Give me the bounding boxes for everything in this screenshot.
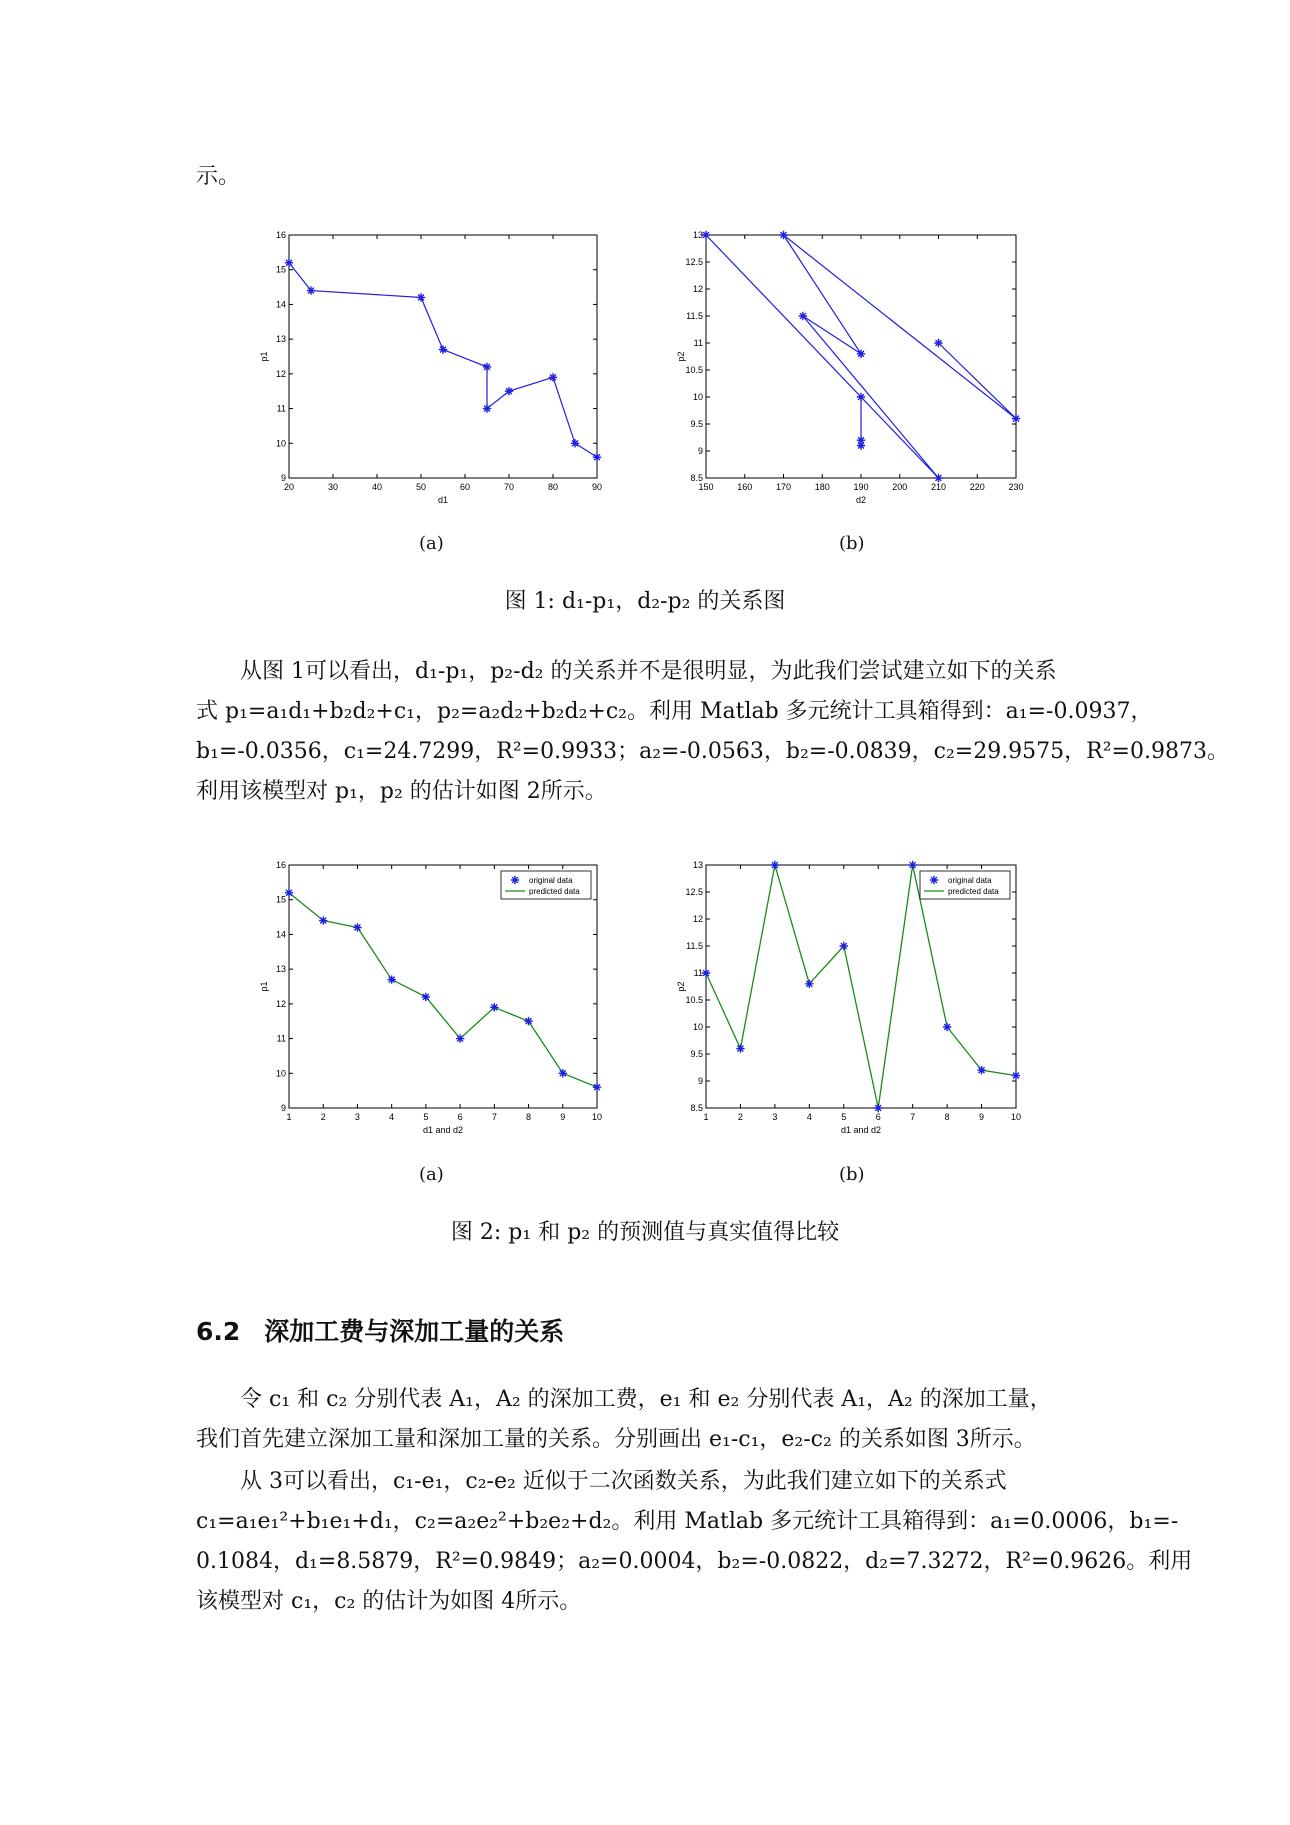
y-axis-label: p2 [676,351,686,362]
paragraph-2-line: 我们首先建立深加工量和深加工量的关系。分别画出 e₁-c₁，e₂-c₂ 的关系如图 3所示。 [196,1427,1036,1452]
y-tick-label: 8.5 [690,1103,703,1113]
data-point [593,453,601,461]
x-tick-label: 90 [591,482,603,492]
x-tick-label: 20 [283,482,295,492]
y-tick-label: 16 [275,860,286,870]
y-tick-label: 11.5 [686,941,703,951]
y-tick-label: 10.5 [685,365,703,375]
x-tick-label: 40 [371,482,383,492]
y-tick-label: 9 [697,1076,703,1086]
y-tick-label: 14 [275,929,286,940]
figure2-sub-a-label: (a) [419,1164,444,1185]
y-tick-label: 9 [697,446,703,456]
paragraph-1-line: 从图 1可以看出，d₁-p₁，p₂-d₂ 的关系并不是很明显，为此我们尝试建立如下的关系 [240,659,1057,684]
y-tick-label: 9.5 [690,1049,703,1059]
x-tick-label: 1 [703,1112,709,1122]
x-tick-label: 10 [1010,1112,1022,1122]
x-tick-label: 200 [892,482,908,492]
x-tick-label: 210 [930,482,947,492]
data-point-original [874,1104,882,1112]
y-tick-label: 14 [275,299,286,310]
x-tick-label: 160 [737,482,753,492]
y-tick-label: 12.5 [685,257,703,267]
y-tick-label: 10 [275,438,286,449]
x-tick-label: 230 [1008,482,1024,492]
x-tick-label: 5 [423,1112,429,1122]
y-tick-label: 11 [693,968,703,978]
figure1-sub-a-label: (a) [419,533,444,554]
section-number: 6.2 [196,1317,241,1346]
data-point-original [771,861,779,869]
legend-label: predicted data [529,887,580,896]
x-tick-label: 180 [814,482,830,492]
plot-frame [289,865,597,1108]
y-tick-label: 12 [692,914,703,924]
x-tick-label: 3 [772,1112,778,1122]
x-tick-label: 6 [875,1112,881,1122]
y-tick-label: 12 [275,998,286,1009]
x-tick-label: 8 [944,1112,950,1122]
data-point [307,286,315,294]
paragraph-1 [196,652,1229,812]
y-tick-label: 13 [275,334,286,345]
y-tick-label: 11 [276,403,286,414]
y-tick-label: 12 [692,284,703,294]
data-point [857,441,865,449]
x-tick-label: 5 [841,1112,847,1122]
figure1-sub-b-label: (b) [839,533,865,554]
x-tick-label: 70 [503,482,515,492]
x-tick-label: 4 [806,1112,812,1122]
y-tick-label: 15 [275,264,286,275]
paragraph-2-line: 令 c₁ 和 c₂ 分别代表 A₁，A₂ 的深加工费，e₁ 和 e₂ 分别代表 A₁，A₂ 的深加工量， [240,1387,1052,1412]
paragraph-1-line: 利用该模型对 p₁，p₂ 的估计如图 2所示。 [196,779,607,804]
y-tick-label: 9 [280,1103,286,1113]
paragraph-3-line: c₁=a₁e₁²+b₁e₁+d₁，c₂=a₂e₂²+b₂e₂+d₂。利用 Matlab 多元统计工具箱得到：a₁=0.0006，b₁=- [196,1509,1179,1534]
data-point [934,339,942,347]
paragraph-1-line: 式 p₁=a₁d₁+b₂d₂+c₁，p₂=a₂d₂+b₂d₂+c₂。利用 Matlab 多元统计工具箱得到：a₁=-0.0937， [196,699,1153,724]
x-axis-label: d1 [437,495,449,505]
x-tick-label: 7 [910,1112,916,1122]
y-tick-label: 10 [692,392,703,402]
data-point [439,345,447,353]
y-tick-label: 15 [275,894,286,905]
y-tick-label: 11.5 [686,311,703,321]
figure1-chart-a [250,225,610,525]
y-tick-label: 13 [692,860,703,870]
y-tick-label: 11 [276,1033,286,1044]
section-heading [196,1312,564,1348]
x-tick-label: 2 [737,1112,743,1122]
y-tick-label: 10 [275,1068,286,1079]
x-tick-label: 150 [698,482,714,492]
data-point [934,474,942,482]
x-axis-label: d1 and d2 [422,1125,464,1135]
legend-label: original data [529,876,573,885]
y-tick-label: 10 [692,1022,703,1032]
data-point [857,393,865,401]
y-tick-label: 9.5 [690,419,703,429]
legend-label: original data [948,876,992,885]
paragraph-2 [196,1380,1096,1460]
y-tick-label: 12 [275,368,286,379]
data-point-original [422,993,430,1001]
y-tick-label: 16 [275,230,286,240]
x-axis-label: d2 [855,495,867,505]
data-point-original [387,975,395,983]
x-tick-label: 60 [459,482,471,492]
y-tick-label: 13 [692,230,703,240]
y-tick-label: 10.5 [685,995,703,1005]
data-point-original [353,923,361,931]
section-title: 深加工费与深加工量的关系 [264,1317,565,1346]
x-tick-label: 9 [979,1112,985,1122]
x-tick-label: 50 [415,482,427,492]
data-point [483,363,491,371]
figure1-chart-b [670,225,1050,525]
x-tick-label: 1 [286,1112,292,1122]
y-axis-label: p1 [259,351,269,362]
y-tick-label: 13 [275,964,286,975]
data-point [483,404,491,412]
plot-frame [289,235,597,478]
data-point-original [490,1003,498,1011]
x-tick-label: 9 [560,1112,566,1122]
legend-label: predicted data [948,887,999,896]
paragraph-3-line: 该模型对 c₁，c₂ 的估计为如图 4所示。 [196,1589,582,1614]
data-point [549,373,557,381]
x-tick-label: 3 [354,1112,360,1122]
y-axis-label: p1 [259,981,269,992]
figure2-caption: 图 2: p₁ 和 p₂ 的预测值与真实值得比较 [450,1220,840,1245]
y-tick-label: 12.5 [685,887,703,897]
figure1-caption: 图 1: d₁-p₁，d₂-p₂ 的关系图 [504,589,786,614]
x-tick-label: 170 [775,482,792,492]
intro-tail-text: 示。 [196,164,241,189]
data-point [799,312,807,320]
x-tick-label: 4 [389,1112,395,1122]
paragraph-3-line: 0.1084，d₁=8.5879，R²=0.9849；a₂=0.0004，b₂=-0.0822，d₂=7.3272，R²=0.9626。利用 [196,1549,1193,1574]
data-point [285,259,293,267]
figure2-chart-a [250,855,610,1155]
data-point [1012,414,1020,422]
x-tick-label: 220 [969,482,985,492]
paragraph-3-line: 从 3可以看出，c₁-e₁，c₂-e₂ 近似于二次函数关系，为此我们建立如下的关系式 [240,1469,1007,1494]
x-axis-label: d1 and d2 [840,1125,882,1135]
figure2-chart-b [670,855,1050,1155]
x-tick-label: 10 [591,1112,603,1122]
paragraph-1-line: b₁=-0.0356，c₁=24.7299，R²=0.9933；a₂=-0.0563，b₂=-0.0839，c₂=29.9575，R²=0.9873。 [196,739,1229,764]
x-tick-label: 80 [547,482,559,492]
figure2-sub-b-label: (b) [839,1164,865,1185]
x-tick-label: 8 [526,1112,532,1122]
y-axis-label: p2 [676,981,686,992]
x-tick-label: 30 [327,482,339,492]
y-tick-label: 8.5 [690,473,703,483]
y-tick-label: 11 [693,338,703,348]
x-tick-label: 6 [457,1112,463,1122]
x-tick-label: 2 [320,1112,326,1122]
x-tick-label: 7 [491,1112,497,1122]
y-tick-label: 9 [280,473,286,483]
x-tick-label: 190 [853,482,869,492]
data-point [857,350,865,358]
paragraph-3 [196,1462,1193,1622]
